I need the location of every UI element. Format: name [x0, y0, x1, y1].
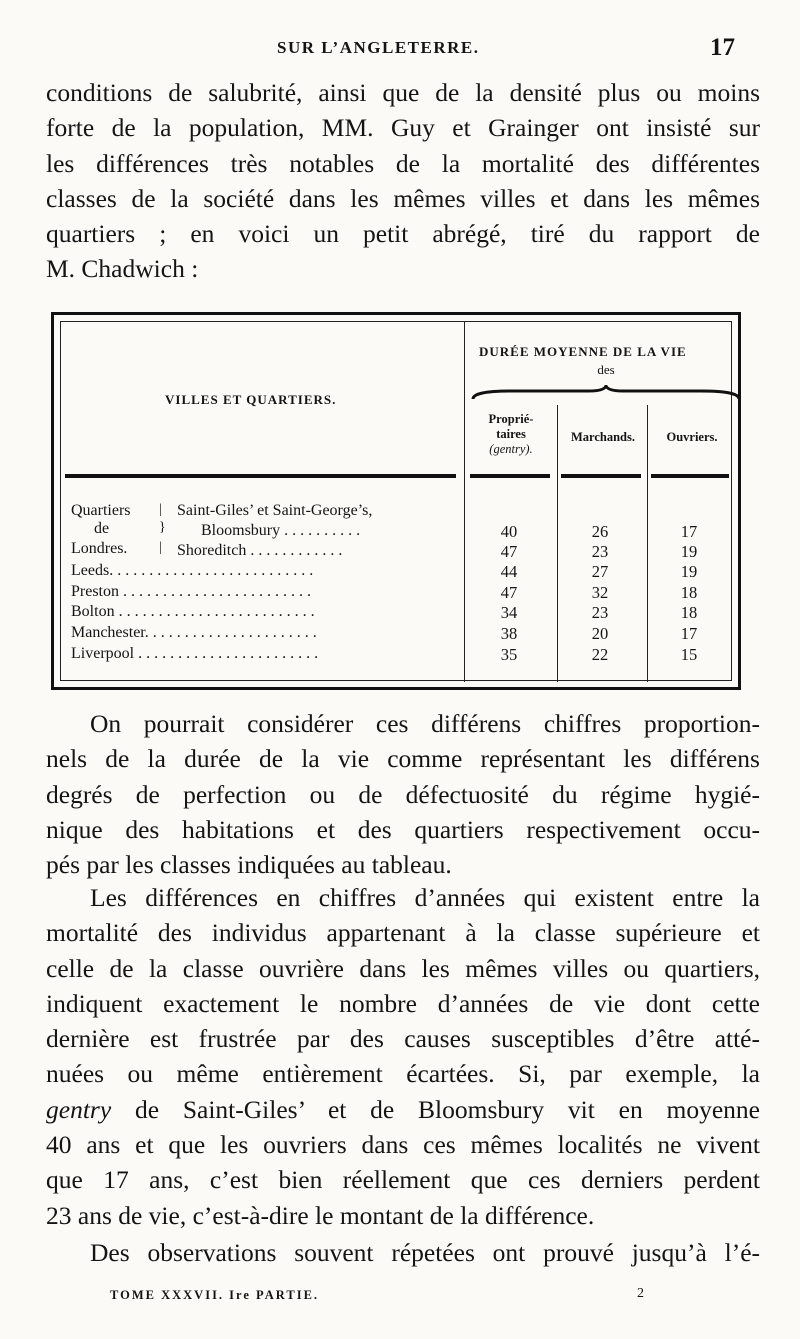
- cell-workers: 17: [680, 624, 698, 643]
- cell-gentry: 47: [500, 583, 518, 602]
- row-name: Bolton . . . . . . . . . . . . . . . . . . . . . . . . .: [71, 603, 315, 620]
- header-life-expectancy: DURÉE MOYENNE DE LA VIE: [479, 344, 687, 359]
- header-line: Proprié-: [488, 412, 534, 426]
- header-rule: [470, 474, 550, 478]
- signature-mark: 2: [637, 1286, 644, 1301]
- row-name: Leeds. . . . . . . . . . . . . . . . . . . . . . . . . .: [71, 562, 314, 579]
- brace-glyph: |: [159, 502, 162, 517]
- text-line: 23 ans de vie, c’est-à-dire le montant de la différence.: [46, 1200, 595, 1230]
- page-number: 17: [710, 34, 735, 61]
- header-cities: VILLES ET QUARTIERS.: [165, 392, 337, 407]
- text-line: 40 ans et que les ouvriers dans ces mêmes localités ne vivent: [46, 1130, 760, 1160]
- text-line: On pourrait considérer ces différens chiffres proportion-: [90, 709, 760, 738]
- text-line: celle de la classe ouvrière dans les mêmes villes ou quartiers,: [46, 953, 760, 983]
- cell-gentry: 34: [500, 603, 518, 622]
- cell-merchants: 22: [591, 645, 609, 664]
- row-name: Preston . . . . . . . . . . . . . . . . . . . . . . . .: [71, 583, 311, 600]
- column-rule: [557, 405, 558, 682]
- cell-gentry: 44: [500, 562, 518, 581]
- text-line: conditions de salubrité, ainsi que de la densité plus ou moins: [46, 78, 760, 107]
- running-title: SUR L’ANGLETERRE.: [277, 38, 480, 57]
- cell-gentry: 35: [500, 645, 518, 664]
- brace-glyph: |: [159, 540, 162, 555]
- header-rule: [561, 474, 641, 478]
- text-line: classes de la société dans les mêmes villes et dans les mêmes: [46, 183, 760, 213]
- cell-merchants: 27: [591, 562, 609, 581]
- text-line: nuées ou même entièrement écartées. Si, par exemple, la: [46, 1059, 760, 1089]
- london-label: Quartiers: [71, 502, 131, 519]
- london-label: Londres.: [71, 540, 128, 557]
- header-proprietaires: [469, 412, 553, 457]
- header-brace: [471, 385, 741, 401]
- text-line: gentry de Saint-Giles’ et de Bloomsbury vit en moyenne: [46, 1094, 760, 1124]
- paragraph: [46, 880, 760, 1233]
- cell-gentry: 40: [500, 522, 518, 541]
- header-marchands: Marchands.: [570, 430, 635, 444]
- header-rule: [651, 474, 729, 478]
- row-name: Bloomsbury . . . . . . . . . .: [201, 522, 361, 539]
- table-inner-frame: [60, 321, 732, 681]
- text-line: Des observations souvent répetées ont prouvé jusqu’à l’é-: [90, 1238, 760, 1267]
- text-line: pés par les classes indiquées au tableau.: [46, 850, 452, 880]
- cell-workers: 18: [680, 603, 698, 622]
- intro-paragraph: [46, 75, 760, 287]
- cell-gentry: 38: [500, 624, 518, 643]
- cell-workers: 19: [680, 542, 698, 561]
- volume-line: TOME XXXVII. Ire PARTIE.: [110, 1288, 320, 1302]
- text-line: degrés de perfection ou de défectuosité du régime hygié-: [46, 779, 760, 809]
- row-name: Saint-Giles’ et Saint-George’s,: [177, 502, 373, 519]
- row-name: Shoreditch . . . . . . . . . . . .: [177, 542, 343, 559]
- text-line: que 17 ans, c’est bien réellement que ces derniers perdent: [46, 1165, 760, 1195]
- cell-workers: 18: [680, 583, 698, 602]
- header-rule: [65, 474, 456, 478]
- cell-merchants: 26: [591, 522, 609, 541]
- text-line: Les différences en chiffres d’années qui existent entre la: [90, 883, 760, 912]
- text-line: quartiers ; en voici un petit abrégé, tiré du rapport de: [46, 219, 760, 249]
- mortality-table: [51, 312, 741, 690]
- cell-merchants: 23: [591, 603, 609, 622]
- text-line: dernière est frustrée par des causes susceptibles d’être atté-: [46, 1024, 760, 1054]
- row-name: Manchester. . . . . . . . . . . . . . . . . . . . . .: [71, 624, 317, 641]
- header-line: taires: [496, 427, 526, 441]
- cell-workers: 19: [680, 562, 698, 581]
- text-line: nique des habitations et des quartiers respectivement occu-: [46, 814, 760, 844]
- column-rule: [464, 322, 465, 682]
- text-line: forte de la population, MM. Guy et Grainger ont insisté sur: [46, 113, 760, 143]
- italic-word: gentry: [46, 1094, 112, 1124]
- header-line: (gentry).: [489, 442, 533, 456]
- row-name: Liverpool . . . . . . . . . . . . . . . . . . . . . . .: [71, 645, 319, 662]
- header-des: des: [597, 362, 615, 377]
- text-line: mortalité des individus appartenant à la classe supérieure et: [46, 918, 760, 948]
- brace-glyph: }: [159, 520, 166, 535]
- header-ouvriers: Ouvriers.: [666, 430, 718, 444]
- paragraph: [46, 1235, 760, 1270]
- text-line: M. Chadwich :: [46, 254, 199, 284]
- cell-workers: 17: [680, 522, 698, 541]
- column-rule: [647, 405, 648, 682]
- page-footer: [0, 1286, 800, 1310]
- cell-merchants: 23: [591, 542, 609, 561]
- cell-workers: 15: [680, 645, 698, 664]
- text-line: les différences très notables de la mortalité des différentes: [46, 148, 760, 178]
- london-label: de: [94, 520, 110, 537]
- running-head: [0, 34, 800, 64]
- cell-merchants: 20: [591, 624, 609, 643]
- cell-merchants: 32: [591, 583, 609, 602]
- text-line: indiquent exactement le nombre d’années de vie dont cette: [46, 988, 760, 1018]
- text-line: nels de la durée de la vie comme représentant les différens: [46, 744, 760, 774]
- cell-gentry: 47: [500, 542, 518, 561]
- paragraph: [46, 706, 760, 882]
